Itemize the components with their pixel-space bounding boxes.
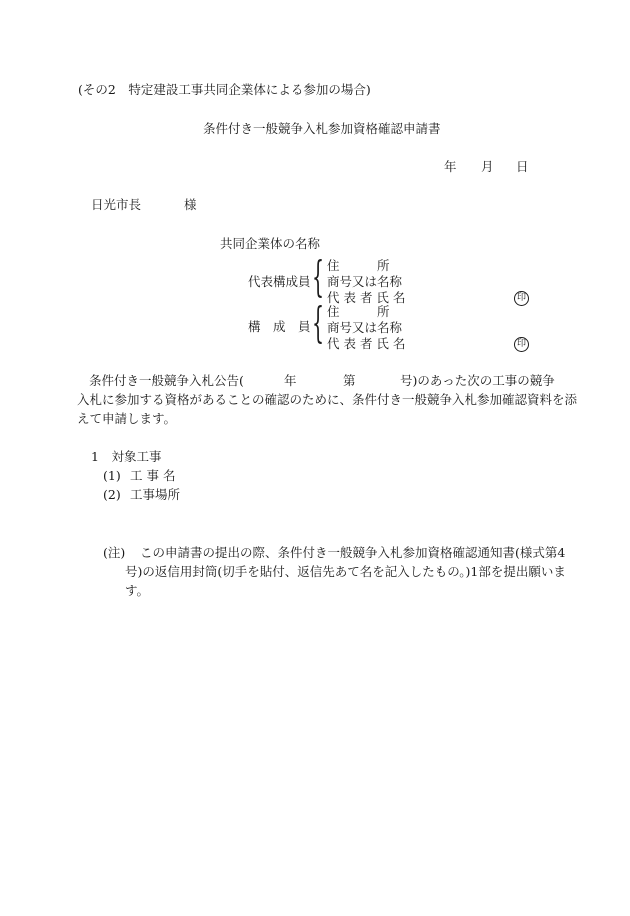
- member-brace: {: [312, 298, 325, 347]
- member-address-label: 住 所: [327, 304, 390, 319]
- section1-item2-number: (2): [103, 487, 121, 502]
- representative-address-label: 住 所: [327, 258, 390, 273]
- member-rep-name-label: 代 表 者 氏 名: [327, 336, 406, 351]
- date-year: 年: [444, 159, 457, 174]
- member-seal-icon: 印: [514, 337, 529, 352]
- addressee-suffix: 様: [184, 197, 197, 212]
- member-trade-name-label: 商号又は名称: [327, 320, 403, 335]
- body-line1-number: 第: [343, 373, 356, 388]
- jv-name-label: 共同企業体の名称: [220, 236, 321, 251]
- body-line1-end: 号)のあった次の工事の競争: [400, 373, 555, 388]
- note-line3: す。: [125, 583, 150, 598]
- representative-seal-icon: 印: [514, 291, 529, 306]
- section1-item1-label: 工 事 名: [130, 468, 176, 483]
- body-line3: えて申請します。: [77, 411, 177, 426]
- addressee-name: 日光市長: [91, 197, 142, 212]
- date-day: 日: [516, 159, 529, 174]
- date-month: 月: [481, 159, 494, 174]
- header-note: (その2 特定建設工事共同企業体による参加の場合): [78, 82, 371, 97]
- section1-item1-number: (1): [103, 468, 121, 483]
- body-line1-start: 条件付き一般競争入札公告(: [89, 373, 244, 388]
- representative-role: 代表構成員: [248, 274, 311, 289]
- body-line1-year: 年: [284, 373, 297, 388]
- note-label: (注): [103, 545, 126, 560]
- document-title: 条件付き一般競争入札参加資格確認申請書: [203, 121, 441, 136]
- section1-item2-label: 工事場所: [130, 487, 181, 502]
- representative-rep-name-label: 代 表 者 氏 名: [327, 290, 406, 305]
- note-line1: この申請書の提出の際、条件付き一般競争入札参加資格確認通知書(様式第4: [140, 545, 566, 560]
- representative-trade-name-label: 商号又は名称: [327, 274, 403, 289]
- representative-brace: {: [312, 252, 325, 301]
- body-line2: 入札に参加する資格があることの確認のために、条件付き一般競争入札参加確認資料を添: [77, 392, 578, 407]
- member-role: 構 成 員: [248, 319, 311, 334]
- note-line2: 号)の返信用封筒(切手を貼付、返信先あて名を記入したもの。)1部を提出願いま: [125, 564, 566, 579]
- section1-heading: 1 対象工事: [91, 449, 162, 464]
